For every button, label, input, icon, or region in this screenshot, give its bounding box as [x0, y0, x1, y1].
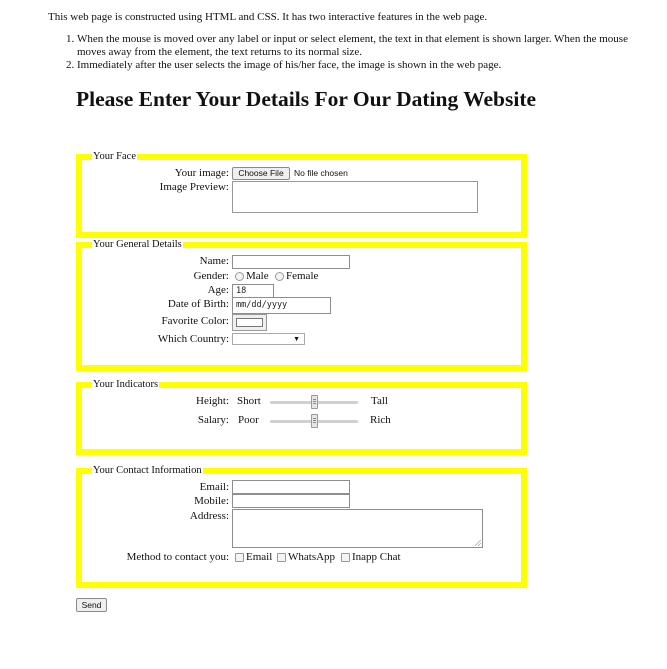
image-label[interactable]: Your image:	[174, 167, 229, 179]
height-slider-thumb[interactable]	[311, 395, 318, 409]
indicators-fieldset	[76, 379, 527, 455]
feature-item: 2. Immediately after the user selects the image of his/her face, the image is shown in the web page.	[77, 59, 648, 72]
dob-input[interactable]: mm/dd/yyyy	[232, 297, 331, 314]
salary-min-label: Poor	[238, 414, 259, 426]
female-label[interactable]: Female	[286, 270, 319, 282]
salary-slider-thumb[interactable]	[311, 414, 318, 428]
height-label[interactable]: Height:	[196, 395, 229, 407]
email-method-label[interactable]: Email	[246, 551, 273, 563]
male-radio[interactable]	[235, 272, 244, 281]
preview-label: Image Preview:	[159, 181, 229, 193]
feature-list	[48, 33, 648, 72]
face-legend: Your Face	[93, 151, 136, 162]
address-textarea[interactable]	[232, 509, 483, 548]
send-button[interactable]: Send	[76, 598, 107, 612]
address-label[interactable]: Address:	[189, 510, 229, 522]
inapp-chat-checkbox[interactable]	[341, 553, 350, 562]
indicators-legend: Your Indicators	[93, 379, 159, 390]
no-file-text: No file chosen	[294, 168, 348, 178]
whatsapp-checkbox[interactable]	[277, 553, 286, 562]
height-min-label: Short	[237, 395, 261, 407]
mobile-input[interactable]	[232, 494, 350, 508]
general-legend: Your General Details	[93, 239, 182, 250]
male-label[interactable]: Male	[246, 270, 269, 282]
email-label[interactable]: Email:	[199, 481, 229, 493]
name-label[interactable]: Name:	[199, 255, 229, 267]
page-title: Please Enter Your Details For Our Dating Website	[76, 87, 537, 111]
whatsapp-method-label[interactable]: WhatsApp	[288, 551, 336, 563]
resize-grip-icon[interactable]	[475, 540, 481, 546]
color-swatch	[236, 318, 263, 327]
inapp-chat-method-label[interactable]: Inapp Chat	[352, 551, 401, 563]
country-select[interactable]	[232, 333, 305, 345]
intro	[48, 11, 648, 72]
mobile-label[interactable]: Mobile:	[194, 495, 229, 507]
age-input[interactable]: 18	[232, 284, 274, 298]
gender-label[interactable]: Gender:	[193, 270, 229, 282]
country-label[interactable]: Which Country:	[157, 333, 229, 345]
age-label[interactable]: Age:	[207, 284, 229, 296]
image-preview-box	[232, 181, 478, 213]
intro-text: This web page is constructed using HTML and CSS. It has two interactive features in the web page.	[48, 11, 488, 23]
color-label[interactable]: Favorite Color:	[161, 315, 229, 327]
height-max-label: Tall	[371, 395, 388, 407]
color-picker[interactable]	[232, 314, 267, 331]
email-checkbox[interactable]	[235, 553, 244, 562]
salary-max-label: Rich	[370, 414, 391, 426]
chevron-down-icon: ▼	[293, 335, 300, 343]
name-input[interactable]	[232, 255, 350, 269]
contact-method-label[interactable]: Method to contact you:	[126, 551, 229, 563]
email-input[interactable]	[232, 480, 350, 494]
dob-label[interactable]: Date of Birth:	[167, 298, 229, 310]
salary-label[interactable]: Salary:	[197, 414, 229, 426]
contact-legend: Your Contact Information	[93, 465, 202, 476]
female-radio[interactable]	[275, 272, 284, 281]
feature-item: 1. When the mouse is moved over any label or input or select element, the text in that element is shown larger. When the mouse moves away from the element, the text returns to its normal size.	[77, 33, 648, 59]
choose-file-button[interactable]: Choose File	[232, 167, 290, 180]
